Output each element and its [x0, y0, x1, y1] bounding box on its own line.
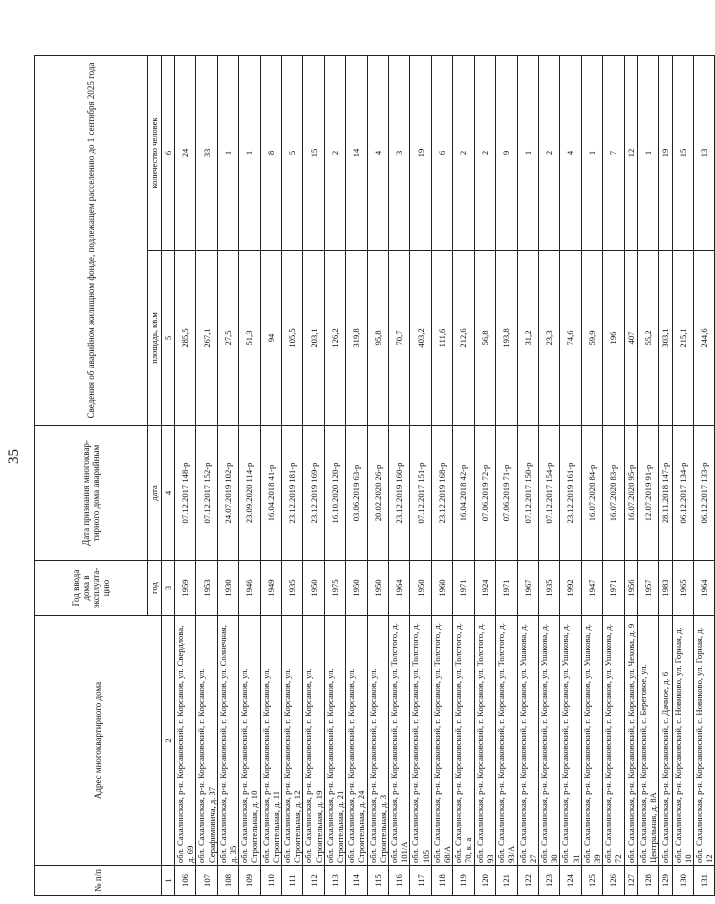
row-date: 23.12.2019 160-р: [389, 426, 410, 561]
row-date: 23.12.2019 161-р: [560, 426, 581, 561]
row-count: 15: [672, 55, 693, 250]
row-area: 74,6: [560, 251, 581, 426]
row-date: 23.12.2019 168-р: [431, 426, 452, 561]
table-row: [346, 55, 367, 895]
row-count: 2: [538, 55, 559, 250]
row-count: 1: [581, 55, 602, 250]
header-address: Адрес многоквартирного дома: [35, 616, 162, 866]
column-index-1: 1: [162, 866, 175, 896]
row-address: обл. Сахалинская, р-н. Корсаковский, г. Корсаков, ул. Строительная, д. 11: [260, 616, 281, 866]
row-year: 1930: [217, 561, 238, 616]
row-count: 1: [239, 55, 260, 250]
row-address: обл. Сахалинская, р-н. Корсаковский, с. Береговое, ул. Центральная, д. 8А: [637, 616, 658, 866]
row-address: обл. Сахалинская, р-н. Корсаковский, г. Корсаков, ул. Строительная, д. 24: [346, 616, 367, 866]
row-date: 24.07.2019 102-р: [217, 426, 238, 561]
row-year: 1935: [282, 561, 303, 616]
table-row: [560, 55, 581, 895]
row-count: 9: [496, 55, 517, 250]
row-date: 07.06.2019 72-р: [474, 426, 495, 561]
row-address: обл. Сахалинская, р-н. Корсаковский, г. Корсаков, ул. Солнечная, д. 35: [217, 616, 238, 866]
row-date: 06.12.2017 134-р: [672, 426, 693, 561]
row-number: 120: [474, 866, 495, 896]
row-year: 1965: [672, 561, 693, 616]
row-count: 13: [693, 55, 714, 250]
row-date: 16.04.2018 42-р: [453, 426, 474, 561]
row-area: 203,1: [303, 251, 324, 426]
table-row: [474, 55, 495, 895]
row-address: обл. Сахалинская, р-н. Корсаковский, с. Новиково, ул. Горная, д. 12: [693, 616, 714, 866]
row-date: 07.12.2017 154-р: [538, 426, 559, 561]
row-address: обл. Сахалинская, р-н. Корсаковский, г. Корсаков, ул. Строительная, д. 3: [367, 616, 388, 866]
row-year: 1924: [474, 561, 495, 616]
row-address: обл. Сахалинская, р-н. Корсаковский, г. Корсаков, ул. Толстого, д. 101/А: [389, 616, 410, 866]
column-index-2: 2: [162, 616, 175, 866]
row-number: 109: [239, 866, 260, 896]
table-row: [367, 55, 388, 895]
row-address: обл. Сахалинская, р-н. Корсаковский, г. Корсаков, ул. Строительная, д. 21: [324, 616, 345, 866]
row-date: 06.12.2017 133-р: [693, 426, 714, 561]
row-year: 1935: [538, 561, 559, 616]
row-date: 23.09.2020 114-р: [239, 426, 260, 561]
row-count: 6: [431, 55, 452, 250]
row-count: 7: [603, 55, 624, 250]
row-area: 31,2: [517, 251, 538, 426]
row-year: 1950: [346, 561, 367, 616]
row-year: 1960: [431, 561, 452, 616]
column-index-6: 6: [162, 55, 175, 250]
table-row: [410, 55, 431, 895]
row-year: 1956: [624, 561, 637, 616]
row-area: 59,9: [581, 251, 602, 426]
row-year: 1949: [260, 561, 281, 616]
row-area: 55,2: [637, 251, 658, 426]
table-row: [431, 55, 452, 895]
header-date: Дата признания многоквар-тирного дома аварийным: [35, 426, 148, 561]
table-body: [175, 55, 715, 895]
row-area: 95,8: [367, 251, 388, 426]
row-number: 112: [303, 866, 324, 896]
row-count: 33: [196, 55, 217, 250]
row-address: обл. Сахалинская, р-н. Корсаковский, г. Корсаков, ул. Строительная, д. 10: [239, 616, 260, 866]
row-address: обл. Сахалинская, р-н. Корсаковский, с. Дачное, д. 6: [659, 616, 672, 866]
row-date: 07.12.2017 151-р: [410, 426, 431, 561]
row-number: 117: [410, 866, 431, 896]
row-area: 196: [603, 251, 624, 426]
row-address: обл. Сахалинская, р-н. Корсаковский, с. Новиково, ул. Горная, д. 10: [672, 616, 693, 866]
header-date-sub: дата: [148, 426, 162, 561]
row-number: 131: [693, 866, 714, 896]
row-date: 28.11.2018 147-р: [659, 426, 672, 561]
table-row: [175, 55, 196, 895]
row-number: 118: [431, 866, 452, 896]
row-number: 119: [453, 866, 474, 896]
row-area: 126,2: [324, 251, 345, 426]
row-address: обл. Сахалинская, р-н. Корсаковский, г. Корсаков, ул. Толстого, д. 93: [474, 616, 495, 866]
row-count: 1: [637, 55, 658, 250]
row-area: 56,8: [474, 251, 495, 426]
row-address: обл. Сахалинская, р-н. Корсаковский, г. Корсаков, ул. Ушакова, д. 30: [538, 616, 559, 866]
row-address: обл. Сахалинская, р-н. Корсаковский, г. Корсаков, ул. Толстого, д. 68/А: [431, 616, 452, 866]
row-number: 114: [346, 866, 367, 896]
table-row: [538, 55, 559, 895]
row-area: 285,5: [175, 251, 196, 426]
row-date: 03.06.2019 63-р: [346, 426, 367, 561]
row-address: обл. Сахалинская, р-н. Корсаковский, г. Корсаков, ул. Ушакова, д. 27: [517, 616, 538, 866]
row-date: 23.12.2019 181-р: [282, 426, 303, 561]
row-year: 1967: [517, 561, 538, 616]
row-address: обл. Сахалинская, р-н. Корсаковский, г. Корсаков, ул. Ушакова, д. 31: [560, 616, 581, 866]
row-year: 1964: [389, 561, 410, 616]
row-number: 123: [538, 866, 559, 896]
row-area: 105,5: [282, 251, 303, 426]
row-year: 1992: [560, 561, 581, 616]
row-area: 267,1: [196, 251, 217, 426]
row-address: обл. Сахалинская, р-н. Корсаковский, г. Корсаков, ул. Толстого, д. 105: [410, 616, 431, 866]
header-number: № п/п: [35, 866, 162, 896]
row-area: 193,8: [496, 251, 517, 426]
row-number: 110: [260, 866, 281, 896]
row-address: обл. Сахалинская, р-н. Корсаковский, г. Корсаков, ул. Строительная, д. 12: [282, 616, 303, 866]
row-number: 126: [603, 866, 624, 896]
row-count: 24: [175, 55, 196, 250]
row-date: 07.12.2017 150-р: [517, 426, 538, 561]
table-row: [672, 55, 693, 895]
row-number: 121: [496, 866, 517, 896]
row-area: 215,1: [672, 251, 693, 426]
table-row: [581, 55, 602, 895]
table-row: [324, 55, 345, 895]
row-year: 1950: [303, 561, 324, 616]
table-row: [239, 55, 260, 895]
row-count: 3: [389, 55, 410, 250]
row-year: 1964: [693, 561, 714, 616]
row-area: 319,8: [346, 251, 367, 426]
row-number: 107: [196, 866, 217, 896]
row-area: 244,6: [693, 251, 714, 426]
row-year: 1971: [453, 561, 474, 616]
column-index-3: 3: [162, 561, 175, 616]
row-count: 14: [346, 55, 367, 250]
table-row: [303, 55, 324, 895]
table-row: [659, 55, 672, 895]
row-count: 15: [303, 55, 324, 250]
row-area: 94: [260, 251, 281, 426]
row-address: обл. Сахалинская, р-н. Корсаковский, г. Корсаков, ул. Ушакова, д. 39: [581, 616, 602, 866]
row-address: обл. Сахалинская, р-н. Корсаковский, г. Корсаков, ул. Чехова, д. 9: [624, 616, 637, 866]
row-number: 122: [517, 866, 538, 896]
row-count: 1: [517, 55, 538, 250]
row-date: 16.10.2020 120-р: [324, 426, 345, 561]
row-year: 1946: [239, 561, 260, 616]
row-number: 115: [367, 866, 388, 896]
row-date: 07.12.2017 152-р: [196, 426, 217, 561]
page-number: 35: [6, 449, 22, 464]
row-area: 111,6: [431, 251, 452, 426]
row-year: 1975: [324, 561, 345, 616]
row-address: обл. Сахалинская, р-н. Корсаковский, г. Корсаков, ул. Строительная, д. 19: [303, 616, 324, 866]
header-area-sub: площадь, кв.м: [148, 251, 162, 426]
row-year: 1971: [496, 561, 517, 616]
row-area: 403,2: [410, 251, 431, 426]
row-area: 23,3: [538, 251, 559, 426]
row-number: 129: [659, 866, 672, 896]
table-row: [217, 55, 238, 895]
row-number: 108: [217, 866, 238, 896]
row-address: обл. Сахалинская, р-н. Корсаковский, г. Корсаков, ул. Толстого, д. 93/А: [496, 616, 517, 866]
row-area: 70,7: [389, 251, 410, 426]
row-count: 8: [260, 55, 281, 250]
row-year: 1971: [603, 561, 624, 616]
row-count: 19: [410, 55, 431, 250]
row-year: 1957: [637, 561, 658, 616]
row-count: 4: [560, 55, 581, 250]
row-address: обл. Сахалинская, р-н. Корсаковский, г. Корсаков, ул. Толстого, д. 70, к. а: [453, 616, 474, 866]
row-number: 111: [282, 866, 303, 896]
row-date: 07.06.2019 71-р: [496, 426, 517, 561]
row-address: обл. Сахалинская, р-н. Корсаковский, г. Корсаков, ул. Ушакова, д. 72: [603, 616, 624, 866]
table-row: [693, 55, 714, 895]
table-row: [637, 55, 658, 895]
row-date: 20.02.2020 26-р: [367, 426, 388, 561]
header-count-sub: количество человек: [148, 55, 162, 250]
row-year: 1947: [581, 561, 602, 616]
row-area: 303,1: [659, 251, 672, 426]
row-count: 19: [659, 55, 672, 250]
emergency-housing-table: [34, 55, 715, 896]
row-date: 16.07.2020 84-р: [581, 426, 602, 561]
header-info: Сведения об аварийном жилищном фонде, подлежащем расселению до 1 сентября 2025 года: [35, 55, 148, 425]
row-count: 5: [282, 55, 303, 250]
table-row: [282, 55, 303, 895]
row-address: обл. Сахалинская, р-н. Корсаковский, г. Корсаков, ул. Серафимовича, д. 37: [196, 616, 217, 866]
table-row: [196, 55, 217, 895]
row-number: 127: [624, 866, 637, 896]
row-year: 1950: [410, 561, 431, 616]
row-number: 116: [389, 866, 410, 896]
table-row: [624, 55, 637, 895]
row-date: 16.07.2020 83-р: [603, 426, 624, 561]
row-date: 16.04.2018 41-р: [260, 426, 281, 561]
table-row: [389, 55, 410, 895]
header-year-sub: год: [148, 561, 162, 616]
row-number: 130: [672, 866, 693, 896]
header-year: Год ввода дома в эксплуата-цию: [35, 561, 148, 616]
row-area: 212,6: [453, 251, 474, 426]
table-row: [260, 55, 281, 895]
row-number: 128: [637, 866, 658, 896]
row-date: 16.07.2020 95-р: [624, 426, 637, 561]
row-address: обл. Сахалинская, р-н. Корсаковский, г. Корсаков, ул. Свердлова, д. 69: [175, 616, 196, 866]
row-number: 113: [324, 866, 345, 896]
row-number: 124: [560, 866, 581, 896]
row-count: 1: [217, 55, 238, 250]
row-area: 407: [624, 251, 637, 426]
row-count: 2: [474, 55, 495, 250]
row-year: 1983: [659, 561, 672, 616]
row-year: 1950: [367, 561, 388, 616]
column-index-4: 4: [162, 426, 175, 561]
row-area: 51,3: [239, 251, 260, 426]
row-area: 27,5: [217, 251, 238, 426]
row-count: 2: [453, 55, 474, 250]
row-number: 106: [175, 866, 196, 896]
row-date: 23.12.2019 169-р: [303, 426, 324, 561]
row-count: 2: [324, 55, 345, 250]
row-date: 12.07.2019 91-р: [637, 426, 658, 561]
table-row: [517, 55, 538, 895]
table-row: [453, 55, 474, 895]
table-row: [603, 55, 624, 895]
row-count: 12: [624, 55, 637, 250]
table-row: [496, 55, 517, 895]
row-count: 4: [367, 55, 388, 250]
row-date: 07.12.2017 148-р: [175, 426, 196, 561]
row-year: 1953: [196, 561, 217, 616]
row-year: 1959: [175, 561, 196, 616]
column-index-5: 5: [162, 251, 175, 426]
row-number: 125: [581, 866, 602, 896]
